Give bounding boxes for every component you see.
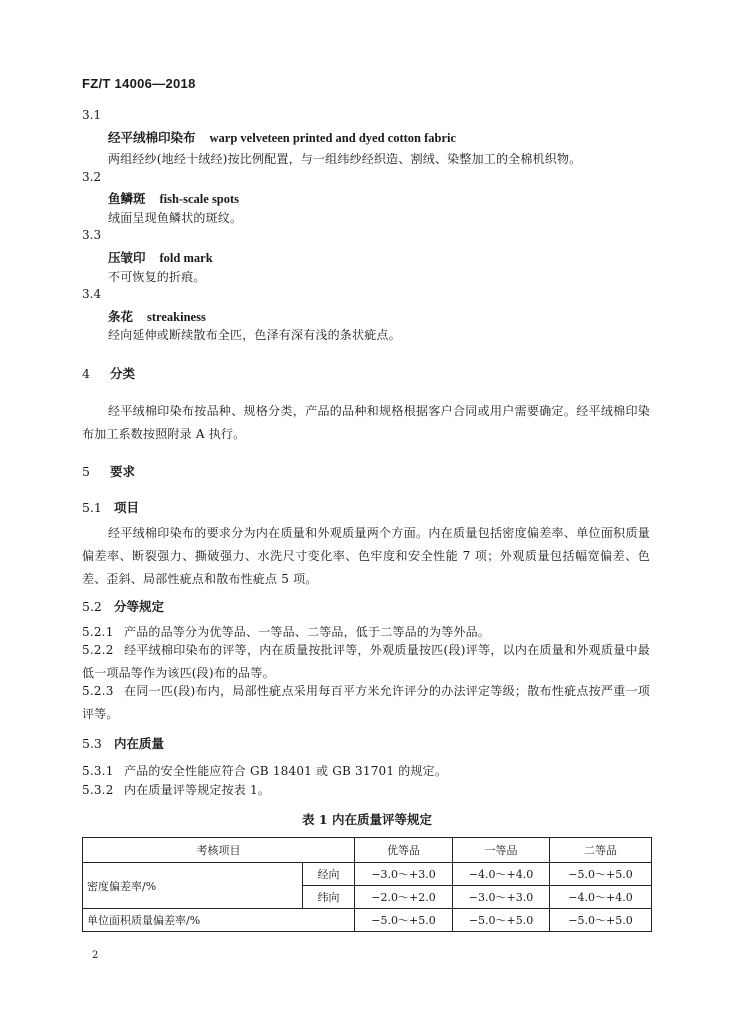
section-number: 4	[82, 366, 90, 381]
clause-5-2-2	[82, 639, 650, 685]
definition-desc: 两组经纱(地经十绒经)按比例配置，与一组纬纱经织造、割绒、染整加工的全棉机织物。	[108, 152, 582, 166]
term-en: warp velveteen printed and dyed cotton fabric	[209, 131, 457, 145]
table-row	[83, 909, 652, 932]
section-number: 5.1	[82, 500, 102, 515]
clause-text: 内在质量评等规定按表 1。	[124, 783, 271, 797]
section-title: 分类	[110, 366, 136, 381]
clause-number: 5.3.1	[82, 764, 114, 778]
section-title: 分等规定	[114, 599, 165, 614]
column-header: 二等品	[550, 838, 652, 863]
term-zh: 压皱印	[108, 250, 146, 265]
table-cell-item: 单位面积质量偏差率/%	[83, 909, 355, 932]
column-header: 考核项目	[83, 838, 355, 863]
clause-text: 产品的品等分为优等品、一等品、二等品，低于二等品的为等外品。	[124, 625, 491, 639]
table-caption: 表 1 内在质量评等规定	[302, 812, 432, 827]
subsection-5-3-heading	[82, 734, 164, 752]
page-number: 2	[92, 950, 99, 961]
clause-5-3-1	[82, 762, 447, 779]
section-number: 5.2	[82, 599, 102, 614]
section-5-heading	[82, 462, 135, 480]
definition-desc: 经向延伸或断续散布全匹，色泽有深有浅的条状疵点。	[108, 328, 401, 342]
subsection-5-1-heading	[82, 498, 139, 516]
section-title: 内在质量	[114, 736, 165, 751]
subsection-5-2-heading	[82, 597, 164, 615]
definition-term	[108, 128, 456, 146]
column-header: 一等品	[453, 838, 550, 863]
table-cell-sub: 纬向	[303, 886, 355, 909]
clause-5-3-2	[82, 781, 270, 798]
clause-text: 在同一匹(段)布内，局部性疵点采用每百平方米允许评分的办法评定等级；散布性疵点按严重一项评等。	[82, 684, 650, 721]
definition-term	[108, 248, 213, 266]
quality-table	[82, 837, 652, 932]
table-cell: −5.0～+5.0	[355, 909, 453, 932]
term-zh: 条花	[108, 309, 134, 324]
clause-5-2-3	[82, 680, 650, 726]
term-en: streakiness	[147, 310, 206, 324]
table-header-row	[83, 838, 652, 863]
subsection-5-1-body: 经平绒棉印染布的要求分为内在质量和外观质量两个方面。内在质量包括密度偏差率、单位面积质量偏差率、断裂强力、撕破强力、水洗尺寸变化率、色牢度和安全性能 7 项；外观质量包括幅宽偏差、色差、歪斜、局部性疵点和散布性疵点 5 项。	[82, 526, 650, 586]
term-zh: 鱼鳞斑	[108, 191, 146, 206]
section-number: 5.3	[82, 736, 102, 751]
table-row	[83, 863, 652, 886]
section-title: 要求	[110, 464, 136, 479]
section-4-heading	[82, 364, 135, 382]
definition-desc: 不可恢复的折痕。	[108, 270, 206, 284]
definition-number: 3.1	[82, 108, 102, 122]
table-cell: −5.0～+5.0	[453, 909, 550, 932]
doc-code-header: FZ/T 14006—2018	[82, 76, 196, 91]
table-cell: −4.0～+4.0	[453, 863, 550, 886]
column-header: 优等品	[355, 838, 453, 863]
table-cell-sub: 经向	[303, 863, 355, 886]
section-4-body: 经平绒棉印染布按品种、规格分类，产品的品种和规格根据客户合同或用户需要确定。经平绒棉印染布加工系数按照附录 A 执行。	[82, 404, 650, 441]
section-title: 项目	[114, 500, 140, 515]
table-cell: −4.0～+4.0	[550, 886, 652, 909]
table-cell-item: 密度偏差率/%	[83, 863, 303, 909]
term-en: fish-scale spots	[159, 192, 240, 206]
table-cell: −5.0～+5.0	[550, 863, 652, 886]
table-cell: −5.0～+5.0	[550, 909, 652, 932]
term-en: fold mark	[159, 251, 213, 265]
clause-number: 5.2.3	[82, 684, 114, 698]
definition-term	[108, 307, 206, 325]
term-zh: 经平绒棉印染布	[108, 130, 196, 145]
clause-text: 产品的安全性能应符合 GB 18401 或 GB 31701 的规定。	[124, 764, 448, 778]
clause-number: 5.3.2	[82, 783, 114, 797]
table-cell: −3.0～+3.0	[453, 886, 550, 909]
definition-number: 3.4	[82, 287, 102, 301]
clause-number: 5.2.1	[82, 625, 114, 639]
definition-term	[108, 189, 239, 207]
definition-number: 3.2	[82, 170, 102, 184]
definition-number: 3.3	[82, 228, 102, 242]
table-cell: −2.0～+2.0	[355, 886, 453, 909]
table-cell: −3.0～+3.0	[355, 863, 453, 886]
clause-number: 5.2.2	[82, 643, 114, 657]
section-number: 5	[82, 464, 90, 479]
clause-text: 经平绒棉印染布的评等，内在质量按批评等，外观质量按匹(段)评等，以内在质量和外观质量中最低一项品等作为该匹(段)布的品等。	[82, 643, 650, 680]
definition-desc: 绒面呈现鱼鳞状的斑纹。	[108, 211, 243, 225]
